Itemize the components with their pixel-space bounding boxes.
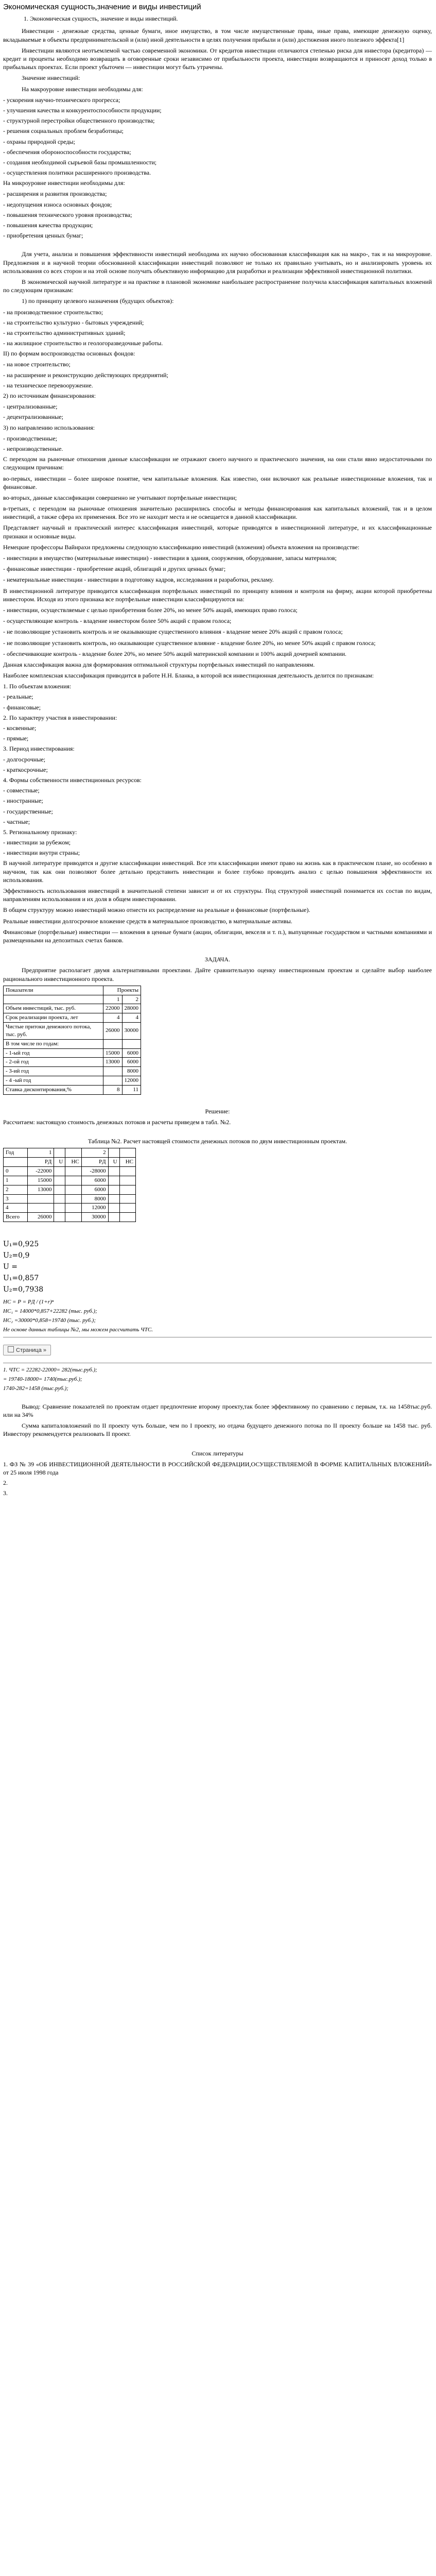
table-cell	[103, 1076, 123, 1086]
table-cell: 6000	[122, 1058, 141, 1067]
table-cell: 15000	[27, 1176, 54, 1185]
paragraph: - обеспечивающие контроль - владение более 20%, но менее 50% акций материнской компании и 100% акций дочерней компании.	[3, 650, 347, 657]
table-cell: 15000	[103, 1048, 123, 1058]
table-row	[4, 1204, 136, 1213]
list-item: - решения социальных проблем безработицы;	[3, 127, 124, 135]
paragraph: Инвестиции - денежные средства, ценные бумаги, иное имущество, в том числе имущественные права, иные права, имеющие денежную оценку, вкладываемые в объекты предпринимательской и (или) иной деятельности в целях получения прибыли и (или) достижения иного полезного эффекта[1]	[3, 27, 432, 43]
table-row	[4, 1058, 141, 1067]
classification-list-2	[3, 360, 432, 389]
table-header-cell: Год	[4, 1148, 28, 1158]
table-header-cell	[54, 1148, 65, 1158]
paragraph: Наиболее комплексная классификация приводится в работе Н.Н. Бланка, в которой вся инвестиционная деятельность делится по признакам:	[3, 672, 374, 680]
page-chip-label: Страница »	[16, 1347, 47, 1353]
table-cell: - 2-ой год	[4, 1058, 103, 1067]
table-cell	[54, 1176, 65, 1185]
paragraph: В научной литературе приводятся и другие классификации инвестиций. Все эти классификации имеют право на жизнь как в практическом плане, но особенно в научном, так как они позволяют более детально представить инвестиции и более глубоко проводить анализ с целью повышения эффективности их использования.	[3, 859, 432, 884]
list-item: - производственные;	[3, 434, 57, 442]
list-item: - централизованные;	[3, 403, 58, 411]
table-cell: 11	[122, 1085, 141, 1094]
table-cell	[103, 1039, 123, 1048]
table-cell	[54, 1194, 65, 1204]
paragraph: Эффективность использования инвестиций в значительной степени зависит и от их структуры. Под структурой инвестиций понимается их состав по видам, направлениям использования и их доля в общем инвестировании.	[3, 887, 432, 903]
table-cell	[119, 1204, 135, 1213]
table-subheader-cell: PД	[27, 1158, 54, 1167]
list-item: - государственные;	[3, 807, 53, 815]
paragraph: Реальные инвестиции долгосрочное вложение средств в материальное производство, в материальные активы.	[3, 917, 292, 925]
table-cell	[119, 1213, 135, 1222]
table-cell: Ставка дисконтирования,%	[4, 1085, 103, 1094]
formula-line: U₂=0,9	[3, 1251, 30, 1260]
table-subheader-cell: 2	[122, 995, 141, 1004]
body-section-2	[3, 859, 432, 944]
paragraph: 1) по принципу целевого назначения (будущих объектов):	[22, 297, 174, 305]
classification-section	[3, 250, 432, 305]
paragraph: Немецкие профессоры Вайнрахи предложены следующую классификацию инвестиций (вложения) объекта вложения на производстве:	[3, 543, 360, 551]
solution-title: Решение:	[205, 1107, 230, 1115]
table-row	[4, 1167, 136, 1176]
paragraph: - не позволяющие установить контроль и не оказывающие существенного влияния - владение менее 20% акций с правом голоса;	[3, 628, 343, 636]
body-section-1	[3, 455, 432, 680]
table-row	[4, 1067, 141, 1076]
table-subheader-cell: U	[54, 1158, 65, 1167]
table-cell	[54, 1204, 65, 1213]
table-cell	[108, 1167, 119, 1176]
classification-item-4: 3) по направлению использования:	[3, 423, 95, 431]
list-item: - на расширение и реконструкцию действующих предприятий;	[3, 371, 168, 379]
classification-item-2: II) по формам воспроизводства основных фондов:	[3, 350, 135, 358]
table-cell	[65, 1204, 81, 1213]
classification-list-1	[3, 308, 432, 348]
reference-item: 1. ФЗ № 39 «ОБ ИНВЕСТИЦИОННОЙ ДЕЯТЕЛЬНОСТИ В РОССИЙСКОЙ ФЕДЕРАЦИИ,ОСУЩЕСТВЛЯЕМОЙ В ФОРМЕ КАПИТАЛЬНЫХ ВЛОЖЕНИЙ» от 25 июля 1998 года	[3, 1460, 432, 1476]
table-subheader-cell: НС	[65, 1158, 81, 1167]
table-cell: 8	[103, 1085, 123, 1094]
reference-item: 3.	[3, 1489, 8, 1497]
table-row	[4, 1048, 141, 1058]
table-row	[4, 1185, 136, 1194]
list-item: - долгосрочные;	[3, 755, 46, 763]
task-text: Предприятие располагает двумя альтернативными проектами. Дайте сравнительную оценку инвестиционным проектам и сделайте выбор наиболее рационального инвестиционного проекта.	[3, 967, 432, 982]
list-item: - расширения и развития производства;	[3, 190, 107, 198]
table-cell	[65, 1176, 81, 1185]
table-header-cell	[108, 1148, 119, 1158]
micro-list	[3, 190, 432, 240]
list-item: - на производственное строительство;	[3, 308, 103, 316]
table-cell: 4	[103, 1013, 123, 1023]
table-cell: 22000	[103, 1004, 123, 1013]
table-subheader-row	[4, 995, 141, 1004]
list-item: - инвестиции внутри страны;	[3, 849, 80, 857]
blank-classification-list	[3, 682, 432, 857]
table-cell	[103, 1067, 123, 1076]
list-item: - охраны природной среды;	[3, 138, 75, 145]
table-header-cell: 1	[27, 1148, 54, 1158]
table-cell: 2	[4, 1185, 28, 1194]
formula-line: U₂=0,7938	[3, 1285, 44, 1294]
calc-line: НС₁ = 14000*0,857+22282 (тыс. руб.);	[3, 1308, 97, 1314]
formula-line: U₁=0,925	[3, 1240, 39, 1249]
list-item: 3. Период инвестирования:	[3, 745, 75, 753]
references-title: Список литературы	[191, 1449, 243, 1457]
table-cell: 13000	[103, 1058, 123, 1067]
table-cell: 26000	[103, 1023, 123, 1040]
table-cell: 1	[4, 1176, 28, 1185]
page-icon	[8, 1346, 14, 1352]
table-cell	[65, 1213, 81, 1222]
list-item: - создания необходимой сырьевой базы промышленности;	[3, 158, 157, 166]
list-item: - на строительство административных зданий;	[3, 329, 126, 336]
paragraph: В общем структуру можно инвестиций можно отнести их распределение на реальные и финансовые (портфельные).	[3, 906, 310, 914]
table-subheader-cell	[4, 995, 103, 1004]
paragraph: во-первых, инвестиции – более широкое понятие, чем капитальные вложения. Как известно, они включают как реальные инвестиционные вложения, так и финансовые.	[3, 474, 432, 490]
calc-line: 1. ЧТС = 22282-22000= 282(тыс.руб.);	[3, 1367, 97, 1374]
paragraph: - инвестиции, осуществляемые с целью приобретения более 20%, но менее 50% акций, имеющих право голоса;	[3, 606, 298, 614]
table-row	[4, 1023, 141, 1040]
table-cell: 28000	[122, 1004, 141, 1013]
npv-calculations	[3, 1298, 432, 1333]
page-title: Экономическая сущность,значение и виды инвестиций	[3, 3, 201, 11]
list-item: - структурной перестройки общественного производства;	[3, 117, 155, 125]
micro-heading: На микроуровне инвестиции необходимы для:	[3, 179, 125, 187]
calc-line: 1740-282=1458 (тыс.руб.);	[3, 1385, 68, 1392]
macro-list	[3, 96, 432, 177]
table-header-cell: 2	[81, 1148, 108, 1158]
list-item: - ускорения научно-технического прогресса;	[3, 96, 120, 104]
list-item: - повышения качества продукции;	[3, 222, 93, 229]
table-cell	[27, 1194, 54, 1204]
paragraph: Вывод: Сравнение показателей по проектам отдает предпочтение второму проекту,так более эффективному по сравнению с первым, т.к. на 1458тыс.руб. или на 34%	[3, 1402, 432, 1419]
table-cell	[108, 1213, 119, 1222]
table-cell: - 4 -ый год	[4, 1076, 103, 1086]
classification-list-3	[3, 402, 432, 421]
paragraph: во-вторых, данные классификации совершенно не учитывают портфельные инвестиции;	[3, 494, 237, 501]
list-item: 4. Формы собственности инвестиционных ресурсов:	[3, 776, 142, 784]
discount-formulas	[3, 1239, 432, 1295]
table-cell: - 3-ий год	[4, 1067, 103, 1076]
list-item: - осуществления политики расширенного производства.	[3, 169, 151, 177]
calc-line: НС = Р = PД / (1+r)ⁿ	[3, 1299, 54, 1306]
list-item: - финансовые;	[3, 703, 41, 711]
table-subheader-cell: PД	[81, 1158, 108, 1167]
list-item: 1. По объектам вложения:	[3, 683, 72, 690]
list-item: - на строительство культурно - бытовых учреждений;	[3, 318, 144, 326]
table-cell: 0	[4, 1167, 28, 1176]
list-item: - совместные;	[3, 787, 40, 794]
table-cell: 6000	[122, 1048, 141, 1058]
paragraph: Сумма капиталовложений по II проекту чуть больше, чем по I проекту, но отдача будущего денежного потока по II проекту больше на 1458 тыс. руб. Инвестору рекомендуется реализовать II проект.	[3, 1422, 432, 1438]
table-cell: 6000	[81, 1185, 108, 1194]
list-item: 2. По характеру участия в инвестировании:	[3, 714, 117, 721]
list-item: - на новое строительство;	[3, 361, 71, 368]
table-row	[4, 1076, 141, 1086]
list-item: 5. Региональному признаку:	[3, 828, 77, 836]
table-cell	[65, 1194, 81, 1204]
list-item: - на техническое перевооружение.	[3, 381, 93, 389]
table-cell: Чистые притоки денежного потока, тыс. руб.	[4, 1023, 103, 1040]
paragraph: Инвестиции являются неотъемлемой частью современной экономики. От кредитов инвестиции отличаются степенью риска для инвестора (кредитора) — кредит и проценты необходимо возвращать в оговоренные сроки независимо от прибыльности проекта, инвестиции возвращаются и приносят доход только в прибыльных проектах. Если проект убыточен — инвестиции могут быть утрачены.	[3, 46, 432, 71]
table-cell: Срок реализации проекта, лет	[4, 1013, 103, 1023]
formula-line: U =	[3, 1263, 18, 1272]
list-item: - децентрализованные;	[3, 413, 63, 421]
page-chip[interactable]	[3, 1345, 51, 1356]
table-row	[4, 1039, 141, 1048]
list-item: - реальные;	[3, 693, 33, 701]
list-item: - косвенные;	[3, 724, 37, 732]
calc-line: НС₂ =30000*0,858=19740 (тыс. руб.);	[3, 1317, 96, 1324]
table-cell: 30000	[81, 1213, 108, 1222]
table-header-cell	[119, 1148, 135, 1158]
solution-text: Рассчитаем: настоящую стоимость денежных потоков и расчеты приведем в табл. №2.	[3, 1118, 231, 1126]
list-item: - частные;	[3, 818, 30, 825]
table-cell: 4	[4, 1204, 28, 1213]
paragraph: - не позволяющие установить контроль, но оказывающие существенное влияние - владение более 20%, но менее 50% акций с правом голоса;	[3, 639, 376, 647]
table-cell	[119, 1194, 135, 1204]
table-header-cell	[65, 1148, 81, 1158]
list-item: - приобретения ценных бумаг;	[3, 232, 83, 240]
list-item: - инвестиции за рубежом;	[3, 839, 71, 846]
table2-caption: Таблица №2. Расчет настоящей стоимости денежных потоков по двум инвестиционным проектам.	[88, 1138, 347, 1145]
calc-line: Не основе данных таблицы №2, мы можем рассчитать ЧТС.	[3, 1326, 153, 1333]
table-cell: Объем инвестиций, тыс. руб.	[4, 1004, 103, 1013]
table-cell	[54, 1213, 65, 1222]
paragraph: В инвестиционной литературе приводится классификация портфельных инвестиций по принципу влияния и контроля на фирму, акции которой приобретены инвестором. Исходя из этого признака все портфельные инвестиции классифицируются на:	[3, 587, 432, 603]
table-cell	[119, 1167, 135, 1176]
table-cell: 30000	[122, 1023, 141, 1040]
conclusion-section	[3, 1402, 432, 1438]
list-item: - на жилищное строительство и геологоразведочные работы.	[3, 340, 163, 347]
table-row	[4, 1213, 136, 1222]
intro-section	[3, 27, 432, 93]
table-cell	[108, 1204, 119, 1213]
table-cell: Всего	[4, 1213, 28, 1222]
table-subheader-cell: 1	[103, 995, 123, 1004]
npv-results	[3, 1366, 432, 1393]
table-subheader-cell: НС	[119, 1158, 135, 1167]
list-item: - недопущения износа основных фондов;	[3, 200, 112, 208]
table-cell: 4	[122, 1013, 141, 1023]
table-cell	[122, 1039, 141, 1048]
table-subheader-row	[4, 1158, 136, 1167]
table-cell: - 1-ый год	[4, 1048, 103, 1058]
table-cell	[54, 1185, 65, 1194]
table-cell: 3	[4, 1194, 28, 1204]
paragraph: в-третьих, с переходом на рыночные отношения значительно расширились способы и методы финансирования как капитальных вложений, так и в целом инвестиций, а также сфера их применения. Все это не находит места и не освещается в данной классификации.	[3, 505, 432, 521]
table-header-row	[4, 1148, 136, 1158]
projects-table	[3, 986, 141, 1095]
section-heading: 1. Экономическая сущность, значение и виды инвестиций.	[24, 15, 178, 23]
paragraph: Значение инвестиций:	[22, 74, 80, 82]
paragraph: Для учета, анализа и повышения эффективности инвестиций необходима их научно обоснованная классификация как на макро-, так и на микроуровне. Предложения и в научной теории обоснованной классификации инвестиций позволяют не только их правильно учитывать, но и анализировать уровень их использования со всех сторон и на этой основе получать объективную информацию для разработки и реализации эффективной инвестиционной политики.	[3, 250, 432, 275]
table-cell	[119, 1176, 135, 1185]
table-cell: 12000	[122, 1076, 141, 1086]
paragraph: Финансовые (портфельные) инвестиции — вложения в ценные бумаги (акции, облигации, векселя и т. п.), выпущенные государством и частными компаниями и размещенными на депозитных счетах банков.	[3, 928, 432, 944]
table-cell	[65, 1185, 81, 1194]
table-row	[4, 1085, 141, 1094]
table-row	[4, 1194, 136, 1204]
table-cell: 13000	[27, 1185, 54, 1194]
table-cell: -28000	[81, 1167, 108, 1176]
table-cell	[65, 1167, 81, 1176]
table-header-cell: Проекты	[103, 986, 141, 995]
paragraph: Представляет научный и практический интерес классификация инвестиций, которые приводятся в инвестиционной литературе, и их классификационные признаки и основные виды.	[3, 524, 432, 540]
table-cell: 26000	[27, 1213, 54, 1222]
paragraph: - нематериальные инвестиции - инвестиции в подготовку кадров, исследования и разработки, рекламу.	[3, 576, 274, 584]
table-cell: 8000	[122, 1067, 141, 1076]
paragraph: - инвестиции в имущество (материальные инвестиции) - инвестиции в здания, сооружения, оборудование, запасы материалов;	[3, 554, 337, 562]
formula-line: U₁=0,857	[3, 1274, 39, 1283]
table-header-cell: Показатели	[4, 986, 103, 995]
reference-item: 2.	[3, 1479, 8, 1487]
list-item: - краткосрочные;	[3, 766, 48, 773]
paragraph: В экономической научной литературе и на практике в плановой экономике наибольшее распространение получила классификация капитальных вложений по следующим признакам:	[3, 278, 432, 294]
references-list	[3, 1460, 432, 1498]
table-header-row	[4, 986, 141, 995]
table-cell	[119, 1185, 135, 1194]
list-item: - обеспечения обороноспособности государства;	[3, 148, 131, 156]
table-cell	[108, 1176, 119, 1185]
table-row	[4, 1004, 141, 1013]
table-cell	[27, 1204, 54, 1213]
table-cell	[54, 1167, 65, 1176]
table-row	[4, 1013, 141, 1023]
list-item: - улучшения качества и конкурентоспособности продукции;	[3, 106, 162, 114]
paragraph: Данная классификация важна для формирования оптимальной структуры портфельных инвестиций по направлениям.	[3, 660, 315, 668]
table-cell: -22000	[27, 1167, 54, 1176]
table-cell	[108, 1194, 119, 1204]
list-item: - прямые;	[3, 735, 29, 742]
table-cell: 6000	[81, 1176, 108, 1185]
paragraph: На макроуровне инвестиции необходимы для:	[22, 85, 143, 93]
paragraph: - осуществляющие контроль - владение инвестором более 50% акций с правом голоса;	[3, 617, 232, 625]
table-cell: 8000	[81, 1194, 108, 1204]
table-subheader-cell: U	[108, 1158, 119, 1167]
list-item: - повышения технического уровня производства;	[3, 211, 132, 218]
calc-line: = 19740-18000= 1740(тыс.руб.);	[3, 1376, 82, 1383]
table-cell: В том числе по годам:	[4, 1039, 103, 1048]
table-cell: 12000	[81, 1204, 108, 1213]
table-subheader-cell	[4, 1158, 28, 1167]
classification-item-3: 2) по источникам финансирования:	[3, 392, 96, 399]
table-cell	[108, 1185, 119, 1194]
list-item: - непроизводственные.	[3, 445, 63, 452]
classification-list-4	[3, 434, 432, 453]
task-title: ЗАДАЧА.	[204, 956, 231, 963]
list-item: - иностранные;	[3, 797, 43, 805]
paragraph: С переходом на рыночные отношения данные классификации не отражают своего научного и практического значения, на они стали явно недостаточными по следующим причинам:	[3, 455, 432, 471]
cashflow-table	[3, 1148, 136, 1222]
table-row	[4, 1176, 136, 1185]
paragraph: - финансовые инвестиции - приобретение акций, облигаций и других ценных бумаг;	[3, 565, 226, 573]
